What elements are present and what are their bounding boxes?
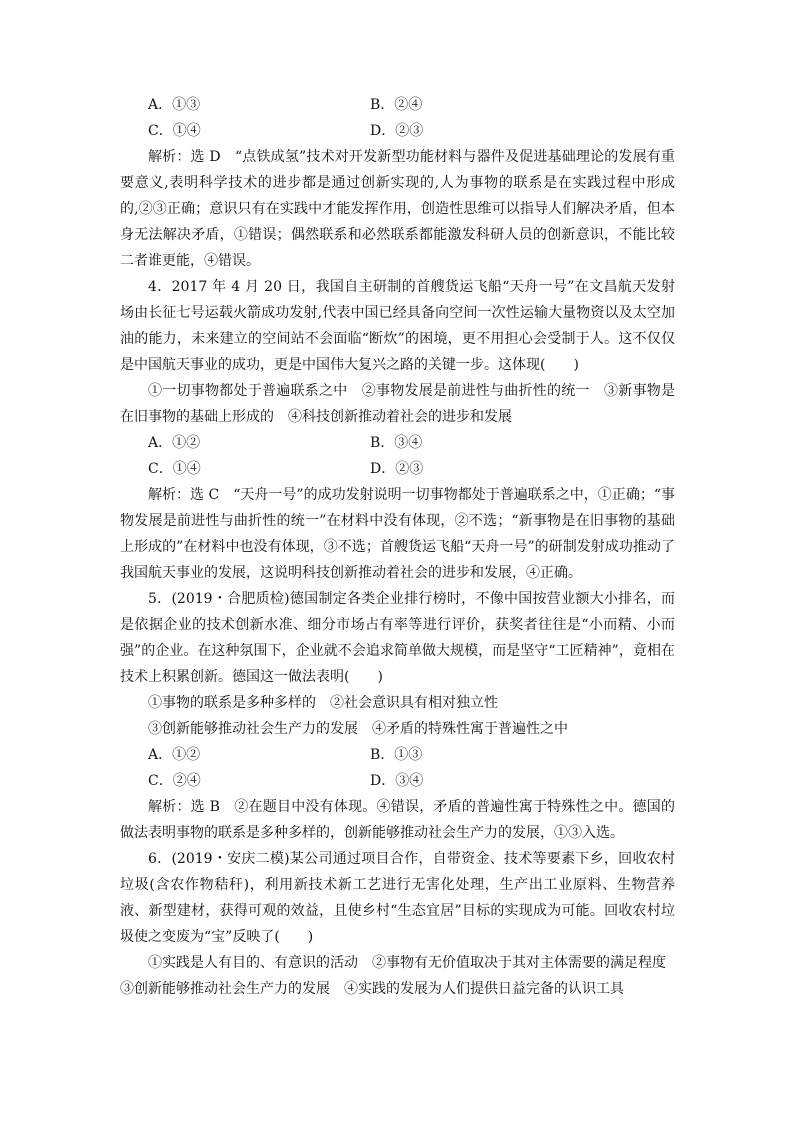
q6-stem-line-4: 变废为“宝”反映了( ) — [162, 929, 314, 945]
q5-stem-line-3: 的企业。在这种氛围下，企业就不会追求简单做大规模，而是坚守“工匠精神”，竟相在技 — [120, 643, 675, 685]
q4-options-row-1 — [120, 430, 675, 456]
option-d: D．②③ — [370, 123, 424, 139]
q4-options-row-2 — [120, 456, 675, 482]
q4-analysis-line-4: 了我国航天事业的发展，这说明科技创新推动着社会的进步和发展，④正确。 — [120, 539, 675, 581]
q4-stem-line-4: 中国航天事业的成功，更是中国伟大复兴之路的关键一步。这体现( ) — [134, 357, 579, 373]
q4-statements — [120, 378, 675, 430]
q5-stem-line-1: 5．(2019・合肥质检)德国制定各类企业排行榜时，不像中国按营业额大小排名，而是 — [120, 591, 675, 633]
q6-stem — [120, 846, 675, 950]
q6-statement-1: ①实践是人有目的、有意识的活动 ②事物有无价值取决于其对主体需要的满足程度 — [148, 955, 666, 971]
q4-statement-line-1: ①一切事物都处于普遍联系之中 ②事物发展是前进性与曲折性的统一 ③新事物是 — [148, 383, 675, 399]
q3-analysis-line-2: 要意义,表明科学技术的进步都是通过创新实现的,人为事物的联系是在实践过程中形成的, — [120, 175, 675, 217]
q3-analysis-line-4: 法解决矛盾，①错误；偶然联系和必然联系都能激发科研人员的创新意识，不能比较二者谁 — [120, 227, 676, 269]
q5-analysis — [120, 794, 675, 846]
q4-analysis — [120, 482, 675, 586]
q4-analysis-line-1: 解析：选 C “天舟一号”的成功发射说明一切事物都处于普遍联系之中，①正确；“事 — [148, 487, 675, 503]
q5-options-row-1 — [120, 742, 675, 768]
q4-stem-line-1: 4．2017 年 4 月 20 日，我国自主研制的首艘货运飞船“天舟一号”在文昌航天发射场 — [120, 279, 675, 321]
option-a: A．①② — [148, 747, 201, 763]
q4-stem — [120, 274, 675, 378]
q3-analysis — [120, 144, 675, 274]
q6-statement-2: ③创新能够推动社会生产力的发展 ④实践的发展为人们提供日益完备的认识工具 — [120, 981, 624, 997]
question-content — [120, 92, 675, 1002]
q5-statement-1: ①事物的联系是多种多样的 ②社会意识具有相对独立性 — [148, 695, 498, 711]
q4-analysis-line-2: 物发展是前进性与曲折性的统一”在材料中没有体现，②不选；“新事物是在旧事物的基础 — [120, 513, 675, 529]
q5-analysis-line-1: 解析：选 B ②在题目中没有体现。④错误，矛盾的普遍性寓于特殊性之中。德国的做 — [120, 799, 675, 841]
q6-stem-line-2: 圾(含农作物秸秆)，利用新技术新工艺进行无害化处理，生产出工业原料、生物营养液、新 — [120, 877, 676, 919]
q4-analysis-line-3: 上形成的”在材料中也没有体现，③不选；首艘货运飞船“天舟一号”的研制发射成功推动 — [120, 539, 661, 555]
option-a: A．①③ — [148, 97, 201, 113]
q5-stem-line-2: 依据企业的技术创新水准、细分市场占有率等进行评价，获奖者往往是“小而精、小而强” — [120, 617, 676, 659]
q5-statement-2: ③创新能够推动社会生产力的发展 ④矛盾的特殊性寓于普遍性之中 — [148, 721, 568, 737]
q6-stem-line-1: 6．(2019・安庆二模)某公司通过项目合作，自带资金、技术等要素下乡，回收农村垃 — [120, 851, 675, 893]
q3-analysis-line-1: 解析：选 D “点铁成氢”技术对开发新型功能材料与器件及促进基础理论的发展有重 — [148, 149, 675, 165]
option-c: C．①④ — [148, 461, 201, 477]
q4-statement-line-2: 在旧事物的基础上形成的 ④科技创新推动着社会的进步和发展 — [120, 409, 512, 425]
q3-options-row-1 — [120, 92, 675, 118]
option-b: B．②④ — [370, 97, 423, 113]
q5-analysis-line-2: 法表明事物的联系是多种多样的，创新能够推动社会生产力的发展，①③入选。 — [134, 825, 624, 841]
option-d: D．③④ — [370, 773, 424, 789]
q4-stem-line-3: 的能力，未来建立的空间站不会面临“断炊”的困境，更不用担心会受制于人。这不仅仅是 — [120, 331, 676, 373]
q6-stem-line-3: 型建材，获得可观的效益，且使乡村“生态宜居”目标的实现成为可能。回收农村垃圾使之 — [120, 903, 676, 945]
option-d: D．②③ — [370, 461, 424, 477]
q4-stem-line-2: 由长征七号运载火箭成功发射,代表中国已经具备向空间一次性运输大量物资以及太空加油 — [120, 305, 676, 347]
option-a: A．①② — [148, 435, 201, 451]
q5-options-row-2 — [120, 768, 675, 794]
q3-analysis-line-5: 更能，④错误。 — [162, 253, 260, 269]
option-c: C．②④ — [148, 773, 201, 789]
option-c: C．①④ — [148, 123, 201, 139]
option-b: B．①③ — [370, 747, 423, 763]
q3-options-row-2 — [120, 118, 675, 144]
q5-stem — [120, 586, 675, 690]
q5-stem-line-4: 术上积累创新。德国这一做法表明( ) — [134, 669, 383, 685]
option-b: B．③④ — [370, 435, 423, 451]
q3-analysis-line-3: ②③正确；意识只有在实践中才能发挥作用，创造性思维可以指导人们解决矛盾，但本身无 — [120, 201, 676, 243]
